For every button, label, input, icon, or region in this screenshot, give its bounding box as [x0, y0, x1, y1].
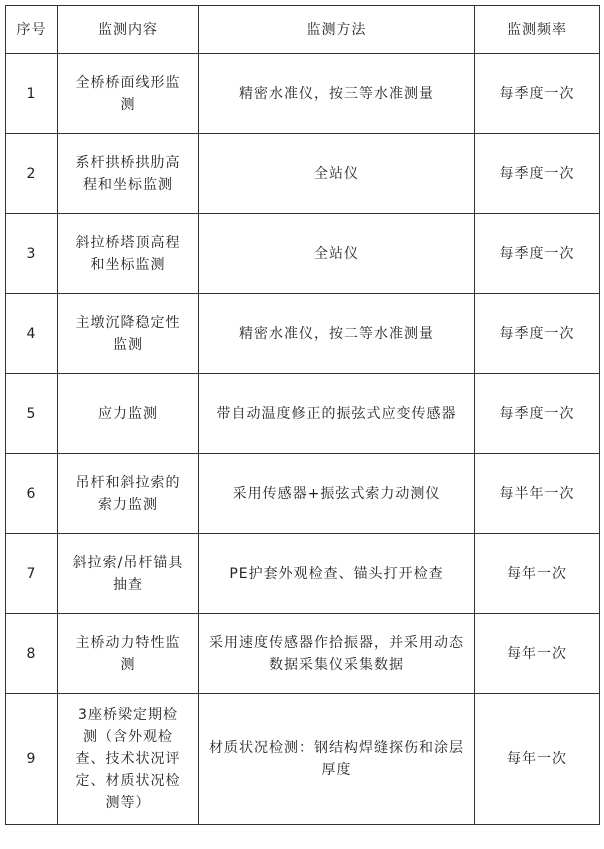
table-row [6, 374, 600, 454]
cell-no: 9 [6, 694, 58, 825]
table-row [6, 534, 600, 614]
cell-method: 全站仪 [199, 134, 475, 214]
cell-frequency: 每年一次 [475, 534, 600, 614]
cell-frequency: 每半年一次 [475, 454, 600, 534]
table-row [6, 454, 600, 534]
header-method: 监测方法 [199, 6, 475, 54]
cell-method: 精密水准仪，按三等水准测量 [199, 54, 475, 134]
cell-frequency: 每季度一次 [475, 134, 600, 214]
cell-content: 3座桥梁定期检测（含外观检查、技术状况评定、材质状况检测等） [58, 694, 199, 825]
table-row [6, 134, 600, 214]
cell-method: PE护套外观检查、锚头打开检查 [199, 534, 475, 614]
cell-content: 斜拉索/吊杆锚具抽查 [58, 534, 199, 614]
table-row [6, 214, 600, 294]
cell-no: 7 [6, 534, 58, 614]
header-frequency: 监测频率 [475, 6, 600, 54]
cell-content: 主墩沉降稳定性监测 [58, 294, 199, 374]
header-no: 序号 [6, 6, 58, 54]
cell-no: 6 [6, 454, 58, 534]
cell-content: 全桥桥面线形监测 [58, 54, 199, 134]
cell-no: 3 [6, 214, 58, 294]
cell-content: 斜拉桥塔顶高程和坐标监测 [58, 214, 199, 294]
cell-frequency: 每年一次 [475, 694, 600, 825]
cell-content: 吊杆和斜拉索的索力监测 [58, 454, 199, 534]
cell-method: 采用传感器+振弦式索力动测仪 [199, 454, 475, 534]
monitoring-table [5, 5, 600, 825]
cell-content: 主桥动力特性监测 [58, 614, 199, 694]
cell-content: 应力监测 [58, 374, 199, 454]
header-content: 监测内容 [58, 6, 199, 54]
cell-no: 1 [6, 54, 58, 134]
cell-method: 带自动温度修正的振弦式应变传感器 [199, 374, 475, 454]
cell-method: 材质状况检测：钢结构焊缝探伤和涂层厚度 [199, 694, 475, 825]
table-header-row [6, 6, 600, 54]
cell-frequency: 每季度一次 [475, 54, 600, 134]
cell-method: 精密水准仪，按二等水准测量 [199, 294, 475, 374]
cell-method: 全站仪 [199, 214, 475, 294]
table-row [6, 54, 600, 134]
table-row [6, 294, 600, 374]
table-row [6, 614, 600, 694]
table-row [6, 694, 600, 825]
cell-frequency: 每季度一次 [475, 214, 600, 294]
cell-frequency: 每季度一次 [475, 294, 600, 374]
cell-frequency: 每年一次 [475, 614, 600, 694]
cell-method: 采用速度传感器作拾振器，并采用动态数据采集仪采集数据 [199, 614, 475, 694]
cell-no: 5 [6, 374, 58, 454]
cell-content: 系杆拱桥拱肋高程和坐标监测 [58, 134, 199, 214]
cell-no: 4 [6, 294, 58, 374]
cell-frequency: 每季度一次 [475, 374, 600, 454]
cell-no: 8 [6, 614, 58, 694]
cell-no: 2 [6, 134, 58, 214]
